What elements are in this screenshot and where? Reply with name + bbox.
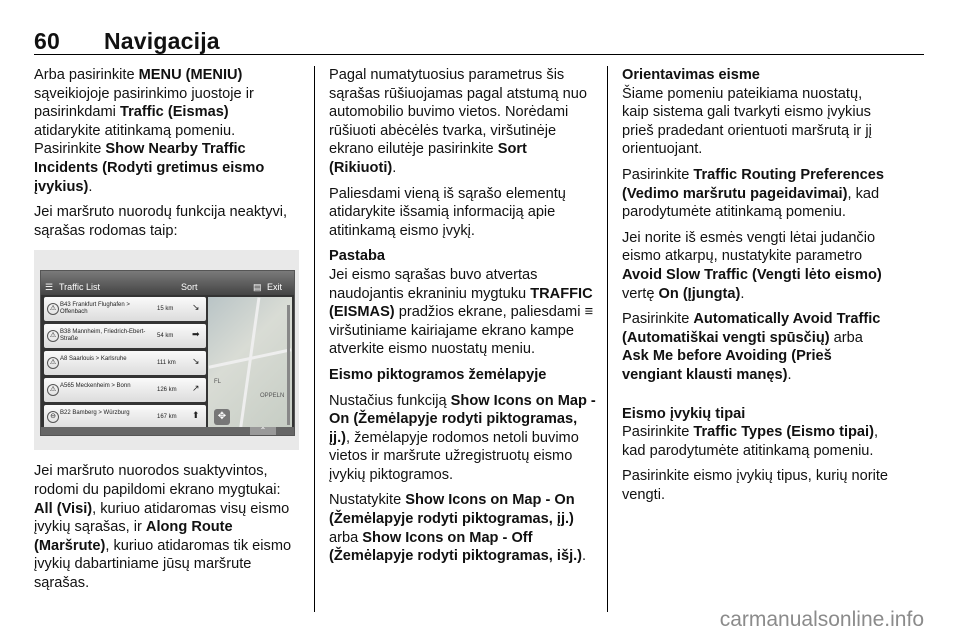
screen-topbar [41, 271, 294, 295]
paragraph: Šiame pomeniu pateikiama nuostatų, kaip sistema gali tvarkyti eismo įvykius prieš pradedant orientuoti maršrutą ir jį orientuojant. [622, 85, 872, 158]
compass-icon: ✥ [214, 409, 230, 425]
section-heading: Eismo piktogramos žemėlapyje [329, 366, 547, 383]
paragraph: Arba pasirinkite MENU (MENIU) sąveikiojoje pasirinkimo juostoje ir pasirinkdami Traffic (Eismas) atidarykite atitinkamą pomeniu. Pasirinkite Show Nearby Traffic Incidents (Rodyti gretimus eismo įvykius). [34, 67, 265, 195]
menu-icon: ☰ [45, 282, 54, 293]
paragraph: Pagal numatytuosius parametrus šis sąrašas rūšiuojamas pagal atstumą nuo automobilio buvimo vietos. Norėdami rūšiuoti abėcėlės tvarka, viršutinėje ekrano eilutėje pasirinkite Sort (Rikiuoti). [329, 67, 587, 176]
direction-icon: ↗ [192, 383, 200, 394]
exit-button: Exit [267, 282, 283, 293]
paragraph: Nustatykite Show Icons on Map - On (Žemėlapyje rodyti piktogramas, įj.) arba Show Icons on Map - Off (Žemėlapyje rodyti piktogramas, išj.). [329, 492, 587, 565]
map-label: OPPELN [260, 393, 285, 400]
paragraph: Pasirinkite eismo įvykių tipus, kurių norite vengti. [622, 468, 889, 503]
list-item: ⊖ B22 Bamberg > Würzburg 167 km ⬆ [44, 405, 206, 429]
screen-bottombar [41, 427, 294, 435]
column-divider [607, 66, 608, 612]
warning-icon: ⚠ [47, 303, 59, 315]
paragraph: Jei maršruto nuorodos suaktyvintos, rodomi du papildomi ekrano mygtukai: All (Visi), kuriuo atidaromas visų eismo įvykių sąrašas, ir Along Route (Maršrute), kuriuo atidaromas tik eismo įvykių dabartiniame jūsų maršrute sąrašas. [34, 463, 292, 591]
paragraph: Pasirinkite Traffic Types (Eismo tipai), kad parodytumėte atitinkamą pomeniu. [622, 424, 879, 459]
page-title: Navigacija [104, 28, 220, 54]
column-2 [329, 66, 597, 573]
paragraph: Jei norite iš esmės vengti lėtai judančio eismo atkarpų, nustatykite parametro Avoid Slow Traffic (Vengti lėto eismo) vertę On (Įjungta). [622, 229, 882, 302]
header-rule [34, 54, 924, 55]
map-label: FL [214, 379, 222, 386]
map-road [239, 298, 261, 433]
direction-icon: ➡ [192, 329, 200, 340]
scrollbar [287, 305, 290, 425]
list-item: ⚠ A565 Meckenheim > Bonn 126 km ↗ [44, 378, 206, 402]
traffic-list [44, 297, 206, 432]
settings-list-icon: ≡ [584, 304, 594, 321]
paragraph: Pasirinkite Traffic Routing Preferences (Vedimo maršrutu pageidavimai), kad parodytumėte atitinkamą pomeniu. [622, 166, 884, 221]
sort-button: Sort [181, 282, 198, 293]
traffic-list-screenshot [34, 250, 299, 450]
direction-icon: ↘ [192, 302, 200, 313]
direction-icon: ↘ [192, 356, 200, 367]
list-item: ⚠ B43 Frankfurt Flughafen > Offenbach 15 km ↘ [44, 297, 206, 321]
column-1 [34, 66, 299, 600]
exit-icon: ▤ [253, 282, 262, 293]
note-text: Jei eismo sąrašas buvo atvertas naudojantis ekraniniu mygtuku TRAFFIC (EISMAS) pradžios ekrane, paliesdami ≡ viršutiniame kairiajame ekrano kampe atverkite eismo nuostatų meniu. [329, 266, 594, 358]
page-header [34, 28, 220, 55]
warning-icon: ⚠ [47, 330, 59, 342]
list-item: ⚠ A8 Saarlouis > Karlsruhe 111 km ↘ [44, 351, 206, 375]
paragraph: Nustačius funkciją Show Icons on Map - On (Žemėlapyje rodyti piktogramas, įj.), žemėlapyje rodomos netoli buvimo vietos ir maršrute užregistruotų eismo įvykių piktogramos. [329, 392, 596, 483]
column-3 [622, 66, 892, 511]
no-entry-icon: ⊖ [47, 411, 59, 423]
map-view [208, 297, 292, 433]
column-divider [314, 66, 315, 612]
note-title: Pastaba [329, 248, 385, 265]
paragraph: Jei maršruto nuorodų funkcija neaktyvi, sąrašas rodomas taip: [34, 204, 288, 239]
warning-icon: ⚠ [47, 357, 59, 369]
screen-frame [40, 270, 295, 436]
chevron-up-icon: ⌃ [250, 427, 276, 435]
direction-icon: ⬆ [192, 410, 200, 421]
warning-icon: ⚠ [47, 384, 59, 396]
paragraph: Pasirinkite Automatically Avoid Traffic (Automatiškai vengti spūsčių) arba Ask Me before Avoiding (Prieš vengiant klausti manęs). [622, 311, 881, 383]
page-number: 60 [34, 28, 60, 54]
paragraph: Paliesdami vieną iš sąrašo elementų atidarykite išsamią informaciją apie atitinkamą eismo įvykį. [329, 185, 566, 239]
watermark: carmanualsonline.info [719, 608, 924, 631]
screen-title: Traffic List [59, 282, 101, 293]
section-heading: Orientavimas eisme [622, 67, 760, 83]
section-heading: Eismo įvykių tipai [622, 405, 746, 422]
list-item: ⚠ B38 Mannheim, Friedrich-Ebert-Straße 54 km ➡ [44, 324, 206, 348]
